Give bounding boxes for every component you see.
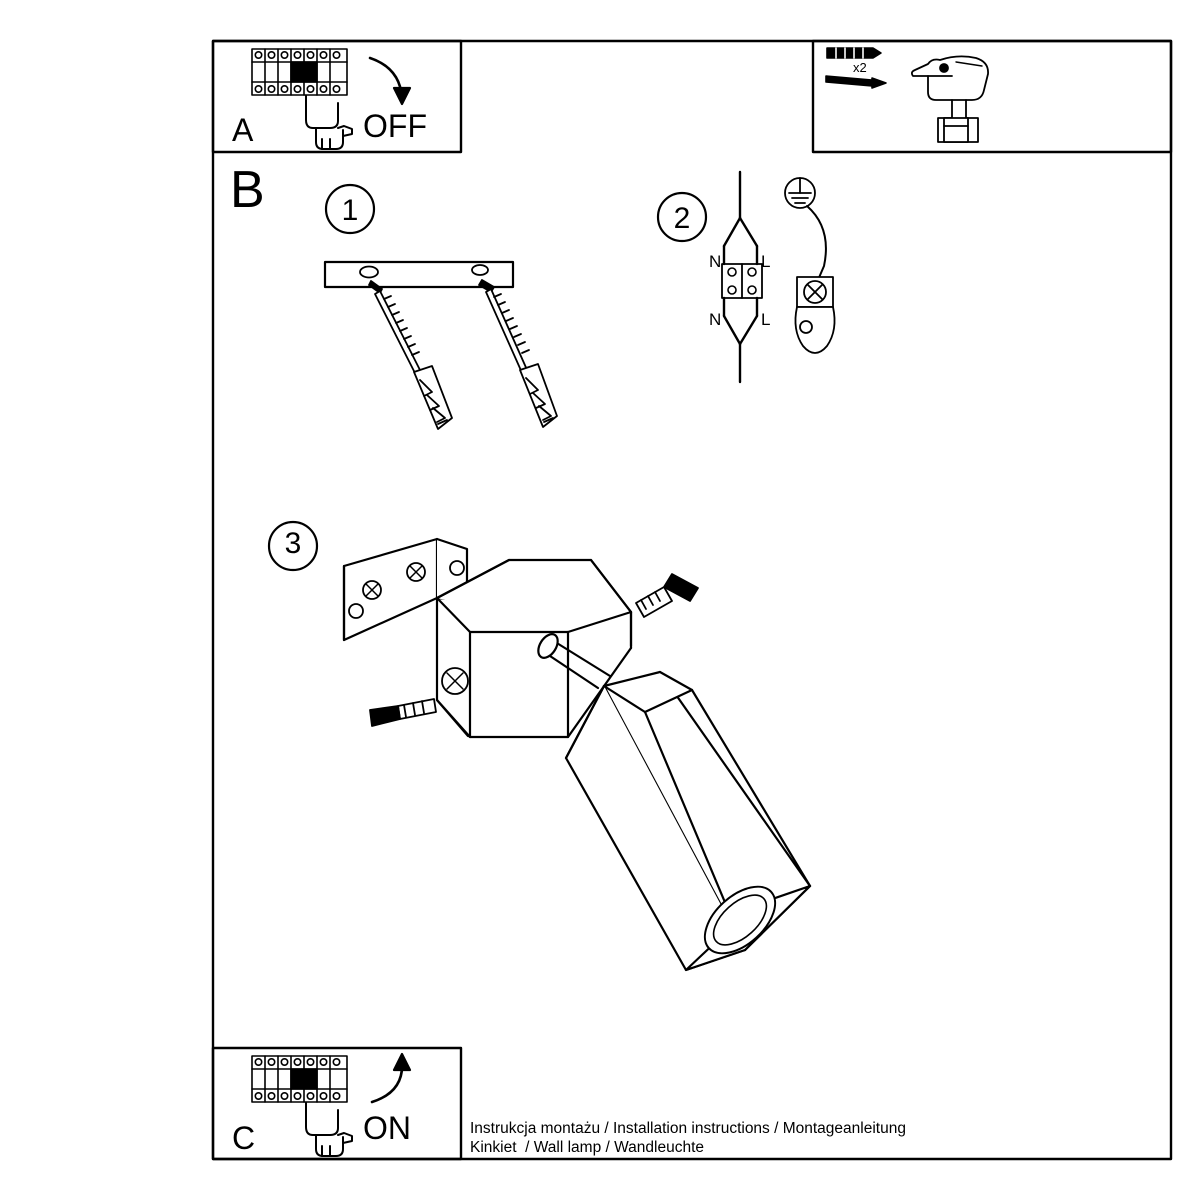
step-a-letter: A <box>232 112 254 148</box>
step-2-graphic <box>722 172 835 382</box>
caption-line-1: Instrukcja montażu / Installation instructions / Montageanleitung <box>470 1120 906 1137</box>
tool-quantity-label: x2 <box>853 60 867 75</box>
terminal-label-bottom-right: L <box>761 310 771 329</box>
caption-line-2: Kinkiet / Wall lamp / Wandleuchte <box>470 1139 705 1156</box>
tools-box <box>813 41 1171 152</box>
substep-1-number: 1 <box>341 194 359 227</box>
step-b-letter: B <box>230 161 265 219</box>
substep-3-number: 3 <box>284 527 302 560</box>
step-c-letter: C <box>232 1120 256 1156</box>
earth-ground-icon <box>785 178 815 208</box>
step-1-graphic <box>325 262 557 429</box>
terminal-label-top-left: N <box>709 252 722 271</box>
substep-2-number: 2 <box>673 202 691 235</box>
terminal-label-bottom-left: N <box>709 310 722 329</box>
terminal-label-top-right: L <box>761 252 771 271</box>
step-a-action-label: OFF <box>363 108 427 144</box>
step-c-action-label: ON <box>363 1110 411 1146</box>
step-3-graphic <box>344 539 810 972</box>
